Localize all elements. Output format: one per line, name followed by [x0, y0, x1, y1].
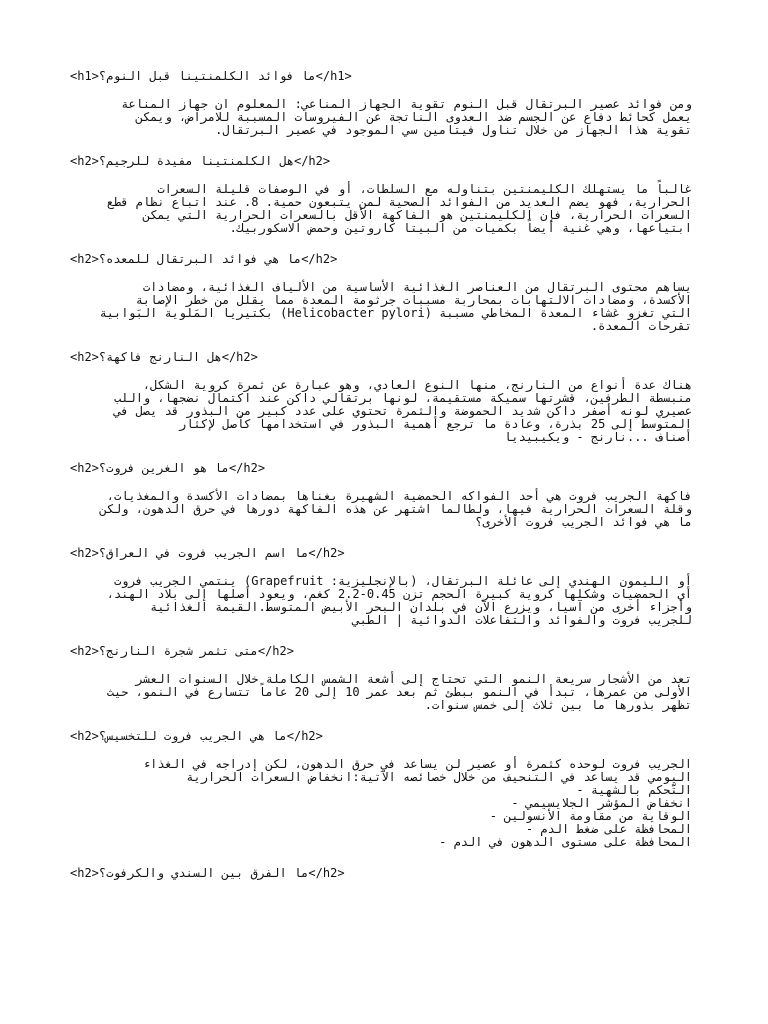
- section-heading: <h2>متى تثمر شجرة النارنج؟</h2>: [70, 644, 294, 658]
- paragraph: تعد من الأشجار سريعة النمو التي تحتاج إلى أشعة الشمس الكاملة خلال السنوات العشر الأولى من عمرها، تبدأ في النمو ببطئ ثم بعد عمر 10 إلى 20 عاماً تتسارع في النمو، حيث تظهر بذورها ما بين ثلاث إلى خمس سنوات.: [106, 672, 692, 712]
- section-heading: <h2>هل النارنج فاكهة؟</h2>: [70, 350, 258, 364]
- paragraph: فاكهة الجريب فروت هي أحد الفواكه الحمضية الشهيرة بغناها بمضادات الأكسدة والمغذيات، وقلة السعرات الحرارية فيها، ولطالما اشتهر عن هذه الفاكهة دورها في حرق الدهون، ولكن ما هي فوائد الجريب فروت الأخرى؟: [99, 489, 692, 529]
- document-page: [70, 68, 692, 881]
- paragraph: هناك عدة أنواع من النارنج، منها النوع العادي، وهو عبارة عن ثمرة كروية الشكل، منبسطة الطرفين، قشرتها سميكة مستقيمة، لونها برتقالي داكن عند اكتمال نضجها، واللب عصيري لونه أصفر داكن شديد الحموضة والثمرة تحتوي على عدد كبير من البذور قد يصل في المتوسط إلى 25 بذرة، وعادة ما ترجع أهمية البذور في استخدامها كأصل لإكثار أصناف ...نارنج - ويكيبيديا: [114, 378, 692, 444]
- section-heading: <h2>ما هي فوائد البرتقال للمعده؟</h2>: [70, 252, 338, 266]
- section-heading: <h2>ما الفرق بين السندي والكرفوت؟</h2>: [70, 866, 345, 880]
- paragraph: غالباً ما يستهلك الكليمنتين بتناوله مع السلطات، أو في الوصفات قليلة السعرات الحرارية، فهو يضم العديد من الفوائد الصحية لمن يتبعون حمية. 8. عند اتباع نظام قطع السعرات الحرارية، فإن الكليمنتين هو الفاكهة الأقل بالسعرات الحرارية التي يمكن ابتياعها، وهي غنية أيضاً بكميات من البيتا كاروتين وحمض الاسكوربيك.: [106, 182, 692, 235]
- section-heading: <h2>هل الكلمنتينا مفيدة للرجيم؟</h2>: [70, 154, 331, 168]
- paragraph: يساهم محتوى البرتقال من العناصر الغذائية الأساسية من الألياف الغذائية، ومضادات الأكسدة، ومضادات الالتهابات بمحاربة مسببات جرثومة المعدة مما يقلل من خطر الإصابة التي تغزو غشاء المعدة المخاطي مسببة (Helicobacter pylori) بكتيريا المَلوية البَوابية تقرحات المعدة.: [99, 280, 692, 333]
- section-heading: <h2>ما هو الغرين فروت؟</h2>: [70, 461, 266, 475]
- section-heading: <h2>ما اسم الجريب فروت في العراق؟</h2>: [70, 546, 345, 560]
- section-heading: <h2>ما هي الجريب فروت للتخسيس؟</h2>: [70, 729, 323, 743]
- paragraph: ومن فوائد عصير البرتقال قبل النوم تقوية الجهاز المناعي: المعلوم ان جهاز المناعة يعمل كحائط دفاع عن الجسم ضد العدوى الناتجة عن الفيروسات المسببة للامراض، ويمكن تقوية هذا الجهاز من خلال تناول فيتامين سي الموجود في عصير البرتقال.: [121, 97, 692, 137]
- page-title: <h1>ما فوائد الكلمنتينا قبل النوم؟</h1>: [70, 69, 352, 83]
- paragraph: أو الليمون الهندي إلى عائلة البرتقال، (بالإنجليزية: Grapefruit) ينتمي الجريب فروت أي الحمضيات وشكلها كروية كبيرة الحجم تزن 0.45-2.2 كغم، ويعود أصلها إلى بلاد الهند، وأجزاء أخرى من آسيا، ويزرع الآن في بلدان البحر الأبيض المتوسط.القيمة الغذائية للجريب فروت والفوائد والتفاعلات الدوائية | الطبي: [106, 574, 692, 627]
- paragraph: الجريب فروت لوحده كثمرة أو عصير لن يساعد في حرق الدهون، لكن إدراجه في الغذاء اليومي قد يساعد في التنحيف من خلال خصائصه الآتية:انخفاض السعرات الحرارية التّحكم بالشهية - انخفاض المؤشر الجلايسيمي - الوقاية من مقاومة الأنسولين - المحافظة على ضغط الدم - المحافظة على مستوى الدهون في الدم -: [142, 757, 692, 849]
